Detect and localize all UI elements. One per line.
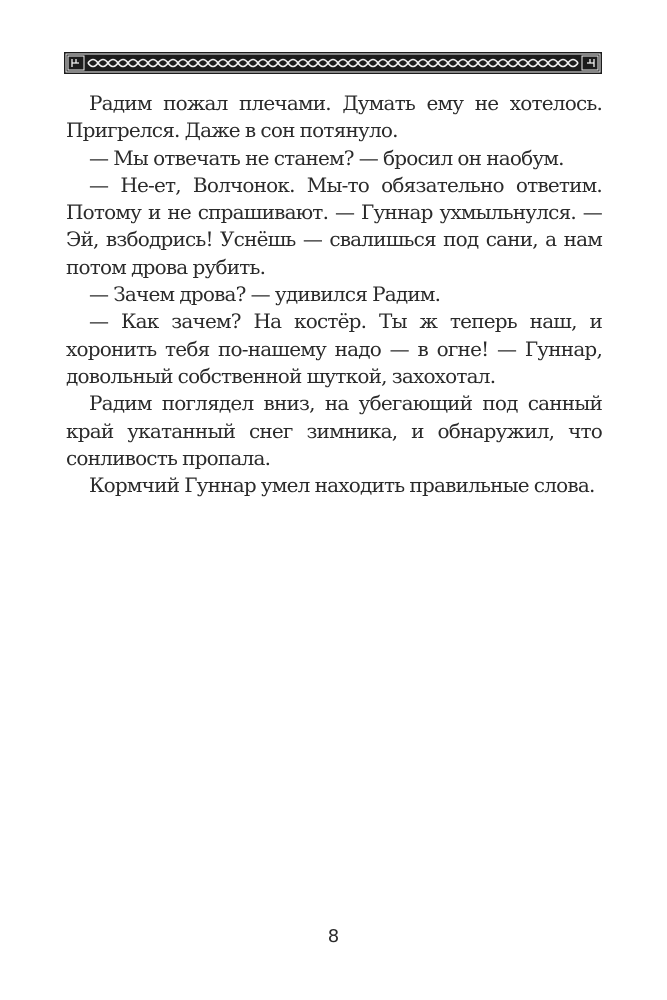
paragraph: Радим пожал плечами. Думать ему не хотелось. Пригрелся. Даже в сон потянуло. [66,91,602,143]
paragraph: — Как зачем? На костёр. Ты ж теперь наш, и хоронить тебя по-нашему надо — в огне! — Гуннар, довольный собственной шуткой, захохотал. [66,309,602,388]
paragraph: — Не-ет, Волчонок. Мы-то обязательно ответим. Потому и не спрашивают. — Гуннар ухмыльнулся. — Эй, взбодрись! Уснёшь — свалишься под сани, а нам потом дрова рубить. [66,172,602,279]
paragraph: — Зачем дрова? — удивился Радим. [89,282,441,307]
page-number: 8 [327,926,340,947]
celtic-knot-border-icon [64,52,602,74]
body-text [66,90,602,499]
paragraph: — Мы отвечать не станем? — бросил он наобум. [89,145,564,170]
paragraph: Радим поглядел вниз, на убегающий под санный край укатанный снег зимника, и обнаружил, что сонливость пропала. [66,391,602,470]
paragraph: Кормчий Гуннар умел находить правильные слова. [89,473,595,498]
